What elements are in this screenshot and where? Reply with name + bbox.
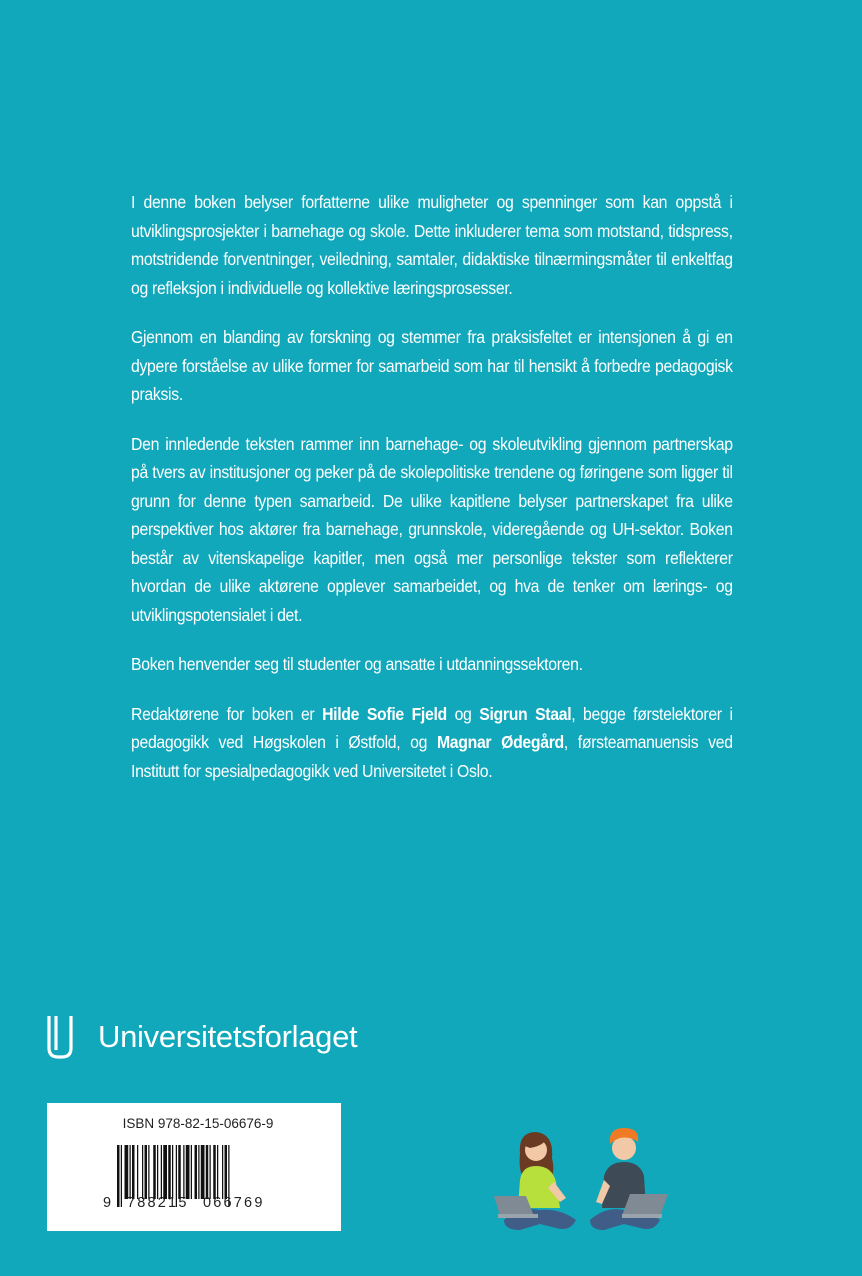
blurb-paragraph: [131, 430, 733, 630]
barcode-bar: [195, 1145, 198, 1199]
barcode-bar: [157, 1145, 158, 1199]
blurb-paragraph: [131, 700, 733, 786]
barcode-bar: [225, 1145, 228, 1199]
editor-name: Sigrun Staal: [479, 703, 572, 724]
barcode-digits-right: 066769: [203, 1195, 265, 1211]
editor-name: Magnar Ødegård: [436, 732, 564, 752]
paragraph-text: , førsteamanuensis ved Institutt for spesialpedagogikk ved Universitetet i Oslo.: [131, 732, 733, 781]
barcode-digit-first: 9: [103, 1195, 114, 1211]
barcode-digits-left: 788215: [127, 1195, 189, 1211]
barcode-bar: [206, 1145, 209, 1199]
paragraph-text: I denne boken belyser forfatterne ulike muligheter og spenninger som kan oppstå i utviklingsprosjekter i barnehage og skole. Dette inkluderer tema som motstand, tidspress, motstridende forventninger, veiledning, samtaler, didaktiske tilnærmingsmåter til enkeltfag og refleksjon i individuelle og kollektive læringsprosesser.: [131, 192, 733, 298]
paragraph-text: Redaktørene for boken er: [131, 703, 323, 724]
publisher-name: Universitetsforlaget: [98, 1019, 358, 1054]
barcode-bar: [163, 1145, 167, 1199]
paragraph-text: og: [446, 703, 480, 724]
barcode-bar: [217, 1145, 218, 1199]
blurb-paragraph: [131, 188, 733, 302]
barcode-bar: [125, 1145, 129, 1199]
barcode-bar: [132, 1145, 135, 1199]
students-with-laptops-illustration: [490, 1124, 680, 1242]
isbn-barcode: [47, 1103, 341, 1231]
barcode-bar: [117, 1145, 120, 1207]
barcode-bar: [191, 1145, 192, 1199]
blurb-paragraph: [131, 323, 733, 409]
barcode-bar: [130, 1145, 131, 1199]
barcode-bar: [145, 1145, 148, 1199]
barcode-bar: [213, 1145, 216, 1199]
barcode-bar: [186, 1145, 190, 1199]
barcode-bar: [161, 1145, 162, 1199]
paragraph-text: Gjennom en blanding av forskning og stemmer fra praksisfeltet er intensjonen å gi en dypere forståelse av ulike former for samarbeid som har til hensikt å forbedre pedagogisk praksis.: [131, 327, 733, 404]
barcode-bar: [210, 1145, 211, 1199]
back-cover-blurb: [131, 188, 733, 806]
barcode-bar: [137, 1145, 138, 1199]
paragraph-text: Den innledende teksten rammer inn barnehage- og skoleutvikling gjennom partnerskap på tvers av institusjoner og peker på de skolepolitiske trendene og føringene som ligger til grunn for denne typen samarbeid. De ulike kapitlene belyser partnerskapet fra ulike perspektiver hos aktører fra barnehage, grunnskole, videregående og UH-sektor. Boken består av vitenskapelige kapitler, men også mer personlige tekster som reflekterer hvordan de ulike aktørene opplever samarbeidet, og hva de tenker om lærings- og utviklingspotensialet i det.: [131, 433, 733, 625]
barcode-bar: [201, 1145, 205, 1199]
u-bracket-logo-icon: [46, 1014, 74, 1060]
paragraph-text: , begge førstelektorer i pedagogikk ved Høgskolen i Østfold, og: [131, 703, 733, 752]
barcode-bar: [121, 1145, 122, 1207]
barcode-bar: [142, 1145, 143, 1199]
barcode-bar: [222, 1145, 223, 1199]
isbn-label: ISBN 978-82-15-06676-9: [122, 1116, 274, 1131]
barcode-bar: [198, 1145, 199, 1199]
blurb-paragraph: [131, 650, 733, 679]
barcode-bar: [153, 1145, 156, 1199]
editor-name: Hilde Sofie Fjeld: [322, 703, 447, 724]
publisher-logo: [46, 1014, 357, 1060]
student-left-figure: [494, 1132, 576, 1230]
barcode-bar: [183, 1145, 184, 1199]
student-right-figure: [590, 1128, 668, 1230]
barcode-bar: [172, 1145, 173, 1199]
paragraph-text: Boken henvender seg til studenter og ansatte i utdanningssektoren.: [131, 654, 583, 674]
barcode-bar: [168, 1145, 171, 1199]
barcode-bar: [178, 1145, 181, 1199]
barcode-bar: [148, 1145, 149, 1199]
